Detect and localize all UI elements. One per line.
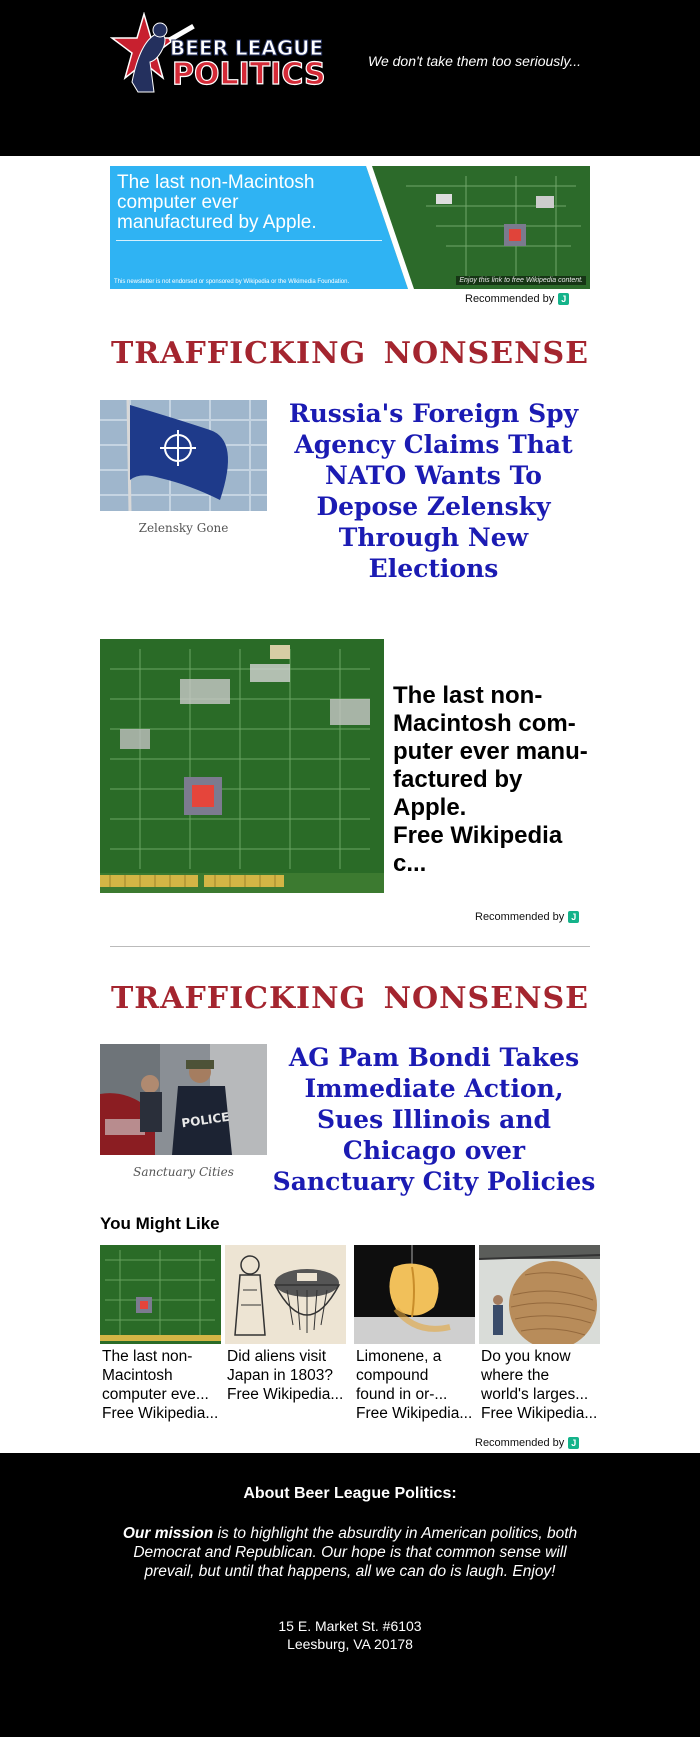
card-source: Free Wikipedia... (481, 1405, 598, 1422)
card-title-line: where the (481, 1367, 550, 1384)
section-title: TRAFFICKING NONSENSE (110, 336, 590, 371)
circuit-board-thumbnail (100, 1245, 221, 1344)
police-arrest-image[interactable] (100, 1044, 267, 1155)
top-ad-banner[interactable] (110, 166, 590, 289)
card-source: Free Wikipedia... (102, 1405, 219, 1422)
ad-enjoy-note: Enjoy this link to free Wikipedia content. (456, 276, 586, 285)
recommended-by-bottom[interactable] (475, 1437, 579, 1449)
footer-about-heading: About Beer League Politics: (243, 1485, 457, 1502)
mid-ad-title-line: Apple. (393, 794, 467, 821)
site-logo[interactable] (110, 12, 334, 98)
card-title-line: found in or-... (356, 1386, 448, 1403)
card-source: Free Wikipedia... (227, 1386, 344, 1403)
section-divider (110, 946, 590, 947)
tagline: We don't take them too seriously... (368, 53, 582, 69)
twine-ball-thumbnail (479, 1245, 600, 1344)
police-vest-label: POLICE (180, 1109, 231, 1131)
card-title-line: Japan in 1803? (227, 1367, 334, 1384)
address-line-2: Leesburg, VA 20178 (287, 1636, 413, 1652)
footer-mission (110, 1524, 590, 1581)
card-title-line: computer eve... (102, 1386, 209, 1403)
mid-ad-title-line: factured by (393, 766, 523, 793)
mid-ad-circuit-image[interactable] (100, 639, 384, 893)
mid-ad-title-line: The last non- (393, 682, 543, 709)
card-title-line: Limonene, a (356, 1348, 442, 1365)
footer-address (0, 1617, 700, 1653)
logo-line1: BEER LEAGUE (170, 36, 324, 60)
card-source: Free Wikipedia... (356, 1405, 473, 1422)
jeeng-badge-icon: J (568, 1437, 579, 1449)
mission-lead: Our mission (122, 1525, 214, 1542)
section-title: TRAFFICKING NONSENSE (110, 981, 590, 1016)
card-title-line: The last non- (102, 1348, 193, 1365)
mid-ad-title-line: puter ever manu- (393, 738, 588, 765)
japanese-woodblock-thumbnail (225, 1245, 346, 1344)
mid-ad-title-line: Macintosh com- (393, 710, 576, 737)
logo-line2: POLITICS (172, 57, 326, 92)
jeeng-badge-icon: J (568, 911, 579, 923)
card-title-line: world's larges... (481, 1386, 589, 1403)
recommendation-card[interactable] (225, 1245, 346, 1404)
ad-fine-print: This newsletter is not endorsed or sponsored by Wikipedia or the Wikimedia Foundation. (114, 279, 350, 285)
nato-flag-image[interactable] (100, 400, 267, 511)
recommended-by-mid[interactable] (475, 911, 579, 923)
circuit-board-image (366, 166, 590, 289)
address-line-1: 15 E. Market St. #6103 (278, 1618, 422, 1634)
header (0, 0, 700, 156)
you-might-like-title: You Might Like (100, 1214, 220, 1233)
jeeng-badge-icon: J (558, 293, 569, 305)
article-headline-link[interactable]: Russia's Foreign Spy Agency Claims That NATO Wants To Depose Zelensky Through New Elections (288, 399, 579, 583)
ad-banner-divider (116, 240, 382, 241)
recommendation-card[interactable] (354, 1245, 475, 1423)
image-caption: Sanctuary Cities (133, 1165, 234, 1179)
ad-banner-text: The last non-Macintosh computer ever manufactured by Apple. (117, 172, 317, 233)
limonene-lemon-thumbnail (354, 1245, 475, 1344)
recommended-label: Recommended by (475, 911, 565, 923)
footer (0, 1453, 700, 1737)
card-title-line: Do you know (481, 1348, 571, 1365)
mission-text: is to highlight the absurdity in American politics, both Democrat and Republican. Our hope is that common sense will prevail, but until that happens, all we can do is laugh. Enjoy! (133, 1525, 578, 1580)
mid-ad-title-link[interactable] (393, 682, 599, 878)
card-title-line: compound (356, 1367, 429, 1384)
article-headline-link[interactable]: AG Pam Bondi Takes Immediate Action, Sues Illinois and Chicago over Sanctuary City Policies (272, 1043, 596, 1196)
recommended-by-top[interactable] (465, 293, 569, 305)
recommendation-card[interactable] (100, 1245, 221, 1423)
card-title-line: Macintosh (102, 1367, 173, 1384)
recommended-label: Recommended by (475, 1437, 565, 1449)
recommendation-card[interactable] (479, 1245, 600, 1423)
mid-ad-subtitle: Free Wikipedia c... (393, 822, 563, 877)
image-caption: Zelensky Gone (138, 521, 229, 535)
recommended-label: Recommended by (465, 293, 555, 305)
card-title-line: Did aliens visit (227, 1348, 327, 1365)
